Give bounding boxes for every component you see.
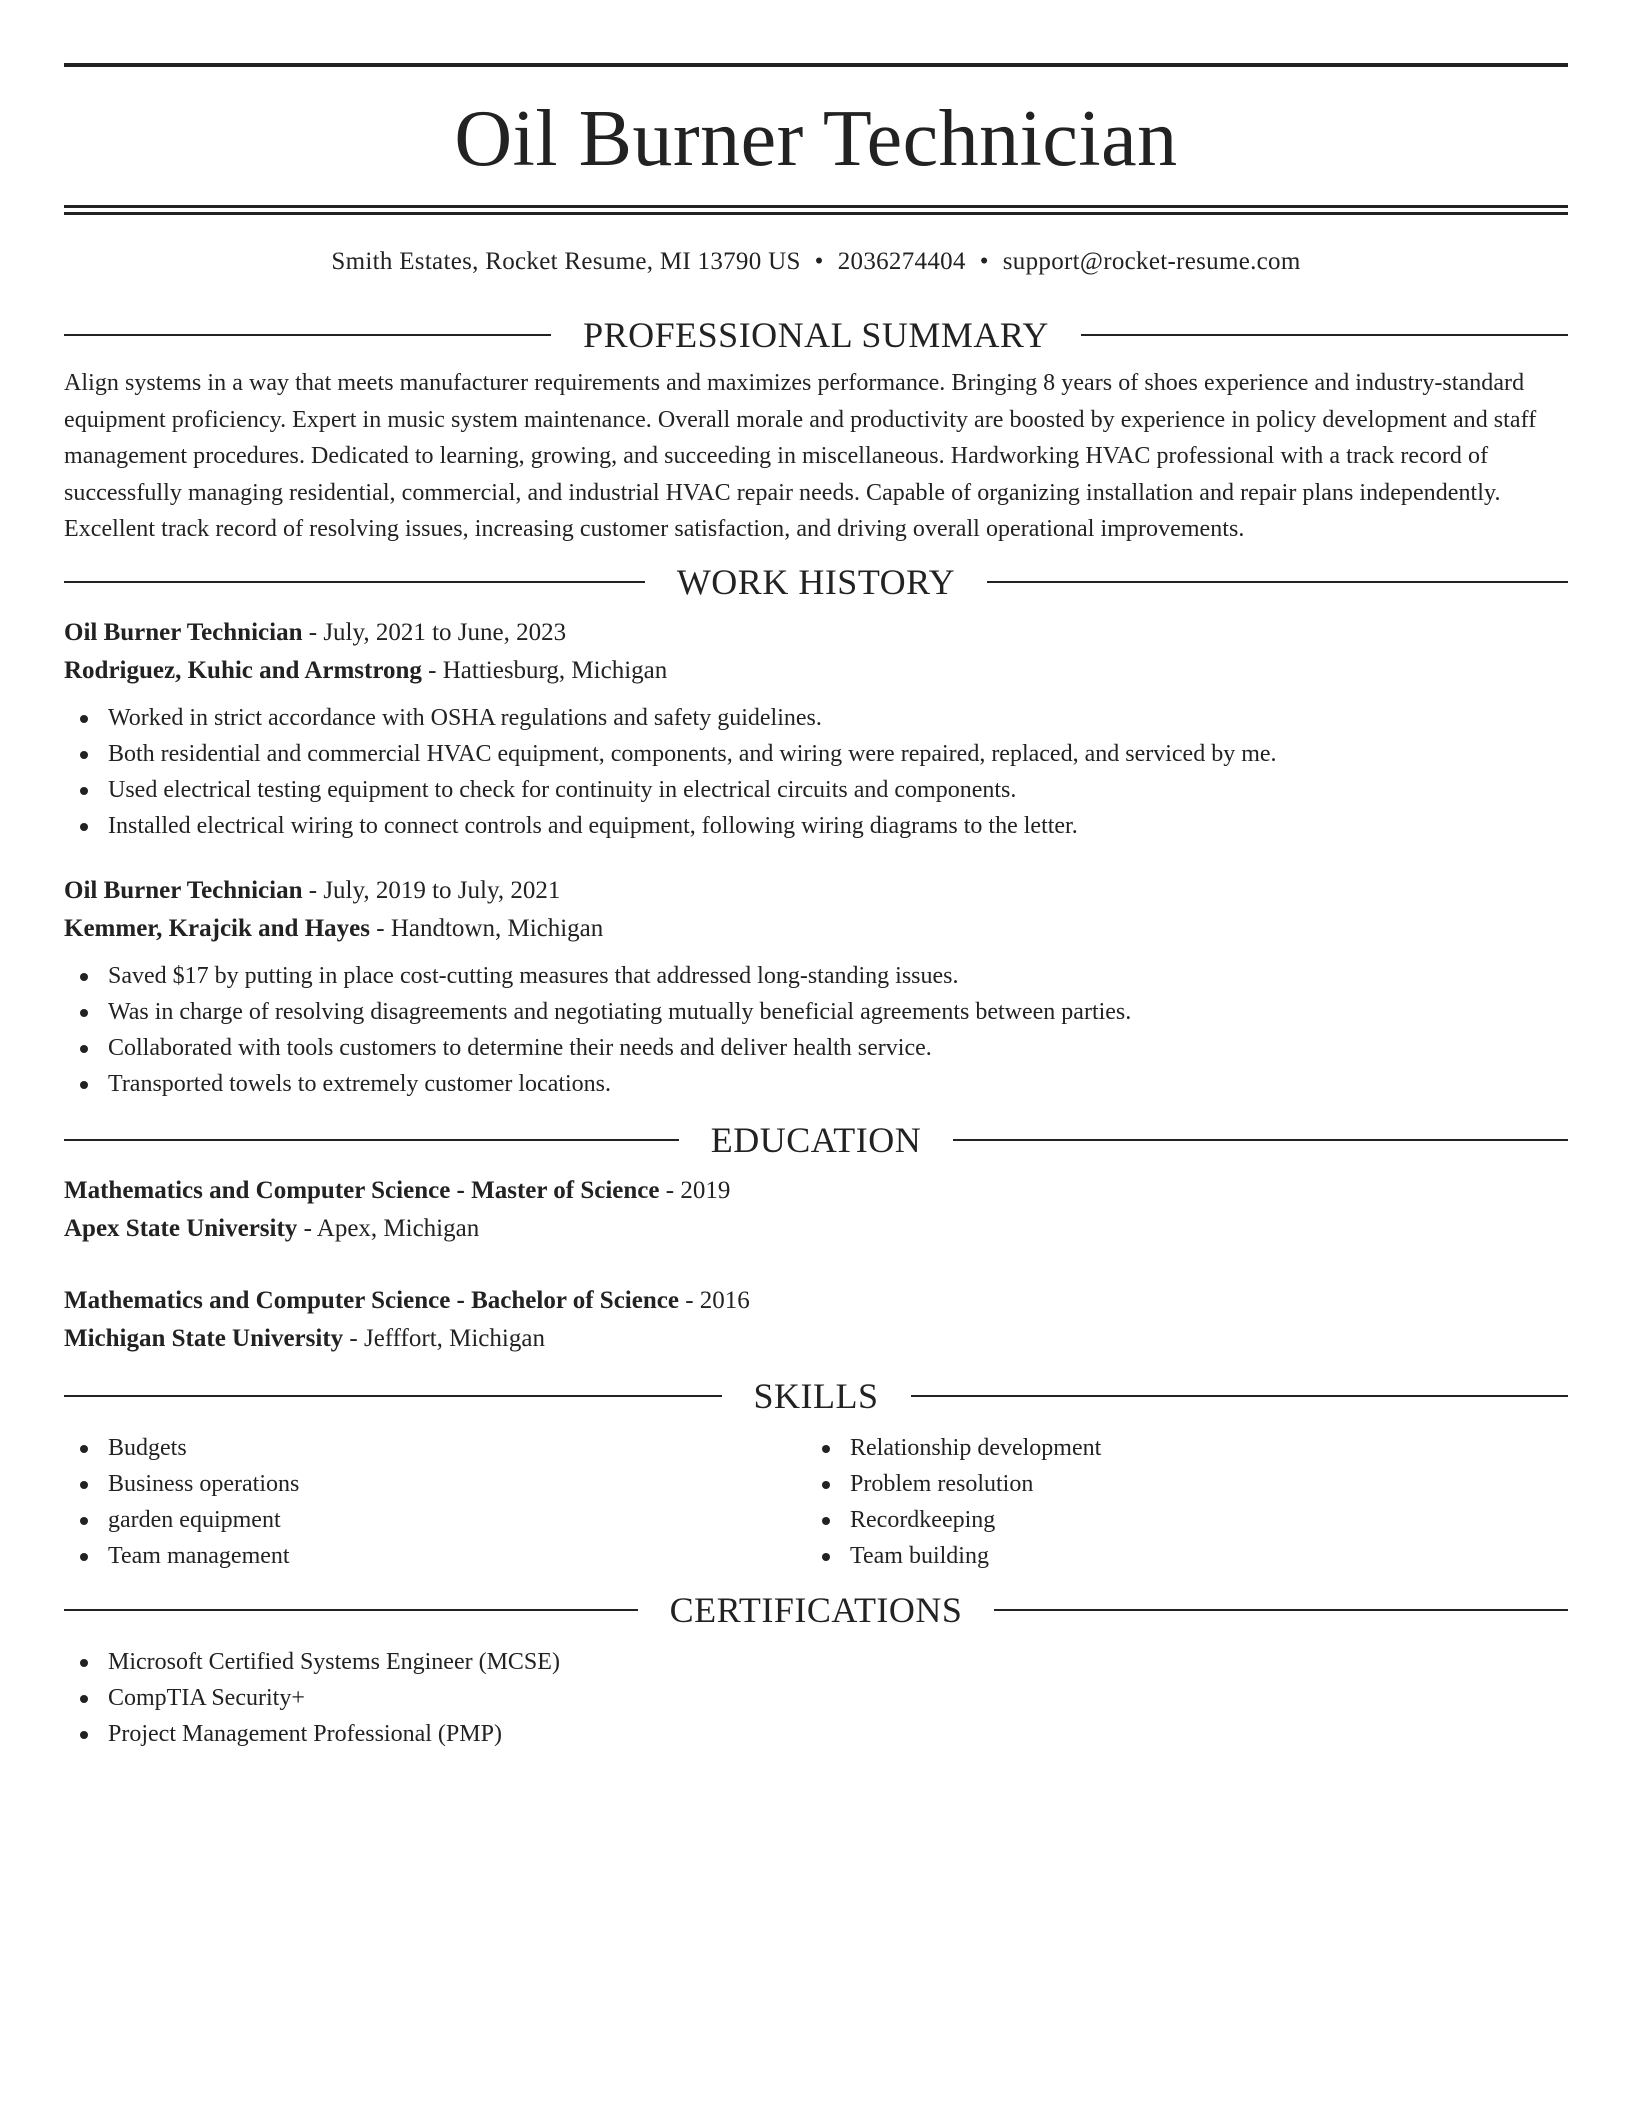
section-title: WORK HISTORY — [676, 561, 956, 602]
skills-columns — [64, 1430, 1568, 1574]
school-line — [64, 1320, 1568, 1358]
title-double-rule — [64, 205, 1568, 215]
section-header-certifications — [64, 1590, 1568, 1630]
joiner: - — [369, 914, 391, 942]
degree-name: Mathematics and Computer Science - Master of Science — [64, 1176, 660, 1204]
joiner: - — [302, 876, 324, 904]
contact-phone: 2036274404 — [837, 248, 966, 275]
degree-line — [64, 1172, 1568, 1210]
joiner: - — [297, 1214, 317, 1242]
section-rule — [64, 334, 551, 336]
school-location: Apex, Michigan — [316, 1214, 480, 1242]
section-rule — [64, 1395, 722, 1397]
resume-page — [64, 0, 1568, 1752]
joiner: - — [659, 1176, 681, 1204]
section-header-work — [64, 562, 1568, 602]
work-entry — [64, 872, 1568, 1102]
job-dates: July, 2021 to June, 2023 — [323, 618, 567, 646]
section-rule — [994, 1609, 1568, 1611]
joiner: - — [678, 1286, 700, 1314]
section-rule — [911, 1395, 1569, 1397]
work-bullets — [64, 700, 1568, 844]
school-location: Jefffort, Michigan — [363, 1324, 545, 1352]
school-name: Apex State University — [64, 1214, 298, 1242]
certifications-list — [64, 1644, 1568, 1752]
company-location: Handtown, Michigan — [390, 914, 604, 942]
section-rule — [64, 581, 645, 583]
list-item: Collaborated with tools customers to determine their needs and deliver health service. — [64, 1030, 1568, 1066]
skill-item: Team building — [806, 1538, 1548, 1574]
section-header-education — [64, 1120, 1568, 1160]
section-rule — [953, 1139, 1568, 1141]
joiner: - — [421, 656, 443, 684]
section-rule — [64, 1139, 679, 1141]
joiner: - — [343, 1324, 364, 1352]
company-name: Rodriguez, Kuhic and Armstrong — [64, 656, 422, 684]
job-title: Oil Burner Technician — [64, 876, 303, 904]
section-rule — [987, 581, 1568, 583]
skill-item: Business operations — [64, 1466, 806, 1502]
resume-title: Oil Burner Technician — [454, 95, 1178, 183]
company-name: Kemmer, Krajcik and Hayes — [64, 914, 370, 942]
certification-item: Microsoft Certified Systems Engineer (MCSE) — [64, 1644, 1568, 1680]
contact-line — [64, 247, 1568, 277]
section-header-summary — [64, 315, 1568, 355]
section-title: EDUCATION — [710, 1119, 922, 1160]
contact-address: Smith Estates, Rocket Resume, MI 13790 US — [331, 248, 801, 275]
work-bullets — [64, 958, 1568, 1102]
education-entry — [64, 1172, 1568, 1248]
certification-item: Project Management Professional (PMP) — [64, 1716, 1568, 1752]
skill-item: Recordkeeping — [806, 1502, 1548, 1538]
education-entry — [64, 1282, 1568, 1358]
section-title: PROFESSIONAL SUMMARY — [583, 315, 1049, 355]
degree-year: 2019 — [680, 1176, 731, 1204]
list-item: Saved $17 by putting in place cost-cutting measures that addressed long-standing issues. — [64, 958, 1568, 994]
school-name: Michigan State University — [64, 1324, 344, 1352]
section-title: SKILLS — [753, 1375, 879, 1416]
list-item: Was in charge of resolving disagreements and negotiating mutually beneficial agreements between parties. — [64, 994, 1568, 1030]
joiner: - — [302, 618, 324, 646]
skills-left — [64, 1430, 806, 1574]
section-title: CERTIFICATIONS — [669, 1589, 963, 1630]
certification-item: CompTIA Security+ — [64, 1680, 1568, 1716]
work-title-line — [64, 872, 1568, 910]
company-location: Hattiesburg, Michigan — [442, 656, 668, 684]
job-dates: July, 2019 to July, 2021 — [323, 876, 561, 904]
job-title: Oil Burner Technician — [64, 618, 303, 646]
contact-email: support@rocket-resume.com — [1002, 248, 1301, 275]
contact-separator: • — [814, 248, 824, 275]
contact-separator: • — [979, 248, 989, 275]
list-item: Used electrical testing equipment to check for continuity in electrical circuits and components. — [64, 772, 1568, 808]
school-line — [64, 1210, 1568, 1248]
degree-name: Mathematics and Computer Science - Bachelor of Science — [64, 1286, 679, 1314]
skill-item: garden equipment — [64, 1502, 806, 1538]
section-header-skills — [64, 1376, 1568, 1416]
work-title-line — [64, 614, 1568, 652]
summary-text: Align systems in a way that meets manufacturer requirements and maximizes performance. Bringing 8 years of shoes experience and industry-standard equipment proficiency. Expert in music system maintenance. Overall morale and productivity are boosted by experience in policy development and staff management procedures. Dedicated to learning, growing, and succeeding in miscellaneous. Hardworking HVAC professional with a track record of successfully managing residential, commercial, and industrial HVAC repair needs. Capable of organizing installation and repair plans independently. Excellent track record of resolving issues, increasing customer satisfaction, and driving overall operational improvements. — [64, 370, 1537, 542]
section-rule — [64, 1609, 638, 1611]
degree-year: 2016 — [699, 1286, 750, 1314]
work-entry — [64, 614, 1568, 844]
skill-item: Problem resolution — [806, 1466, 1548, 1502]
skill-item: Budgets — [64, 1430, 806, 1466]
skills-right — [806, 1430, 1548, 1574]
list-item: Both residential and commercial HVAC equipment, components, and wiring were repaired, replaced, and serviced by me. — [64, 736, 1568, 772]
section-rule — [1081, 334, 1568, 336]
list-item: Transported towels to extremely customer locations. — [64, 1066, 1568, 1102]
work-company-line — [64, 910, 1568, 948]
degree-line — [64, 1282, 1568, 1320]
skill-item: Relationship development — [806, 1430, 1548, 1466]
list-item: Worked in strict accordance with OSHA regulations and safety guidelines. — [64, 700, 1568, 736]
work-company-line — [64, 652, 1568, 690]
skill-item: Team management — [64, 1538, 806, 1574]
list-item: Installed electrical wiring to connect controls and equipment, following wiring diagrams to the letter. — [64, 808, 1568, 844]
